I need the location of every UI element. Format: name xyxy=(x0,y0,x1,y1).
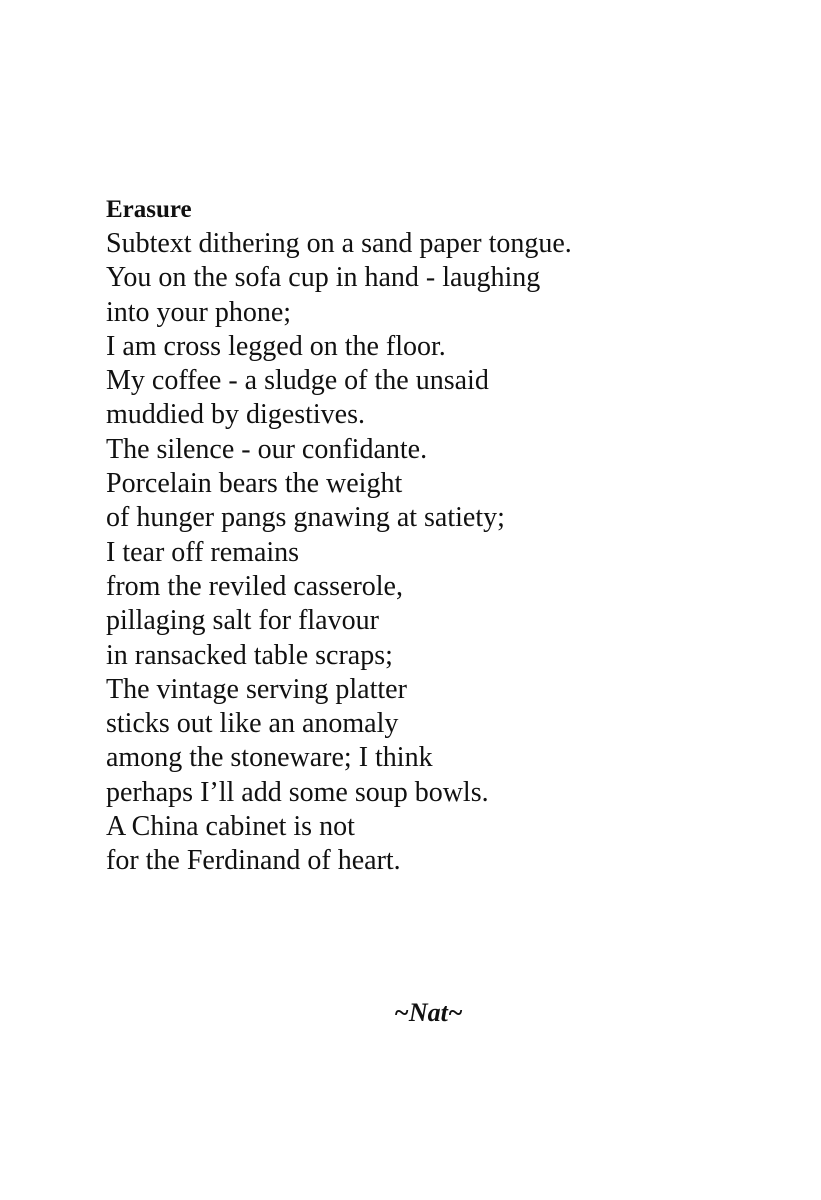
poem-line: pillaging salt for flavour xyxy=(106,605,379,637)
poem-line: sticks out like an anomaly xyxy=(106,708,399,740)
poem-lines xyxy=(106,227,786,879)
poem-line: of hunger pangs gnawing at satiety; xyxy=(106,502,505,534)
poem-line: among the stoneware; I think xyxy=(106,742,433,774)
poem-line: muddied by digestives. xyxy=(106,399,365,431)
poem-line: Subtext dithering on a sand paper tongue. xyxy=(106,228,572,259)
poem-line: into your phone; xyxy=(106,296,292,328)
poem-line: for the Ferdinand of heart. xyxy=(106,845,401,877)
poem-line: Porcelain bears the weight xyxy=(106,468,403,500)
poem xyxy=(106,192,786,879)
poem-line: The silence - our confidante. xyxy=(106,433,428,465)
poem-line: perhaps I’ll add some soup bowls. xyxy=(106,776,489,808)
poem-title: Erasure xyxy=(106,196,192,223)
poem-line: My coffee - a sludge of the unsaid xyxy=(106,365,489,397)
poem-line: I tear off remains xyxy=(106,536,300,568)
poem-line: A China cabinet is not xyxy=(106,811,355,843)
author-signature: ~Nat~ xyxy=(394,998,463,1027)
poem-line: from the reviled casserole, xyxy=(106,570,403,602)
poem-line: I am cross legged on the floor. xyxy=(106,330,446,362)
poem-line: You on the sofa cup in hand - laughing xyxy=(106,262,541,294)
poem-line: The vintage serving platter xyxy=(106,673,407,705)
poem-line: in ransacked table scraps; xyxy=(106,639,393,671)
